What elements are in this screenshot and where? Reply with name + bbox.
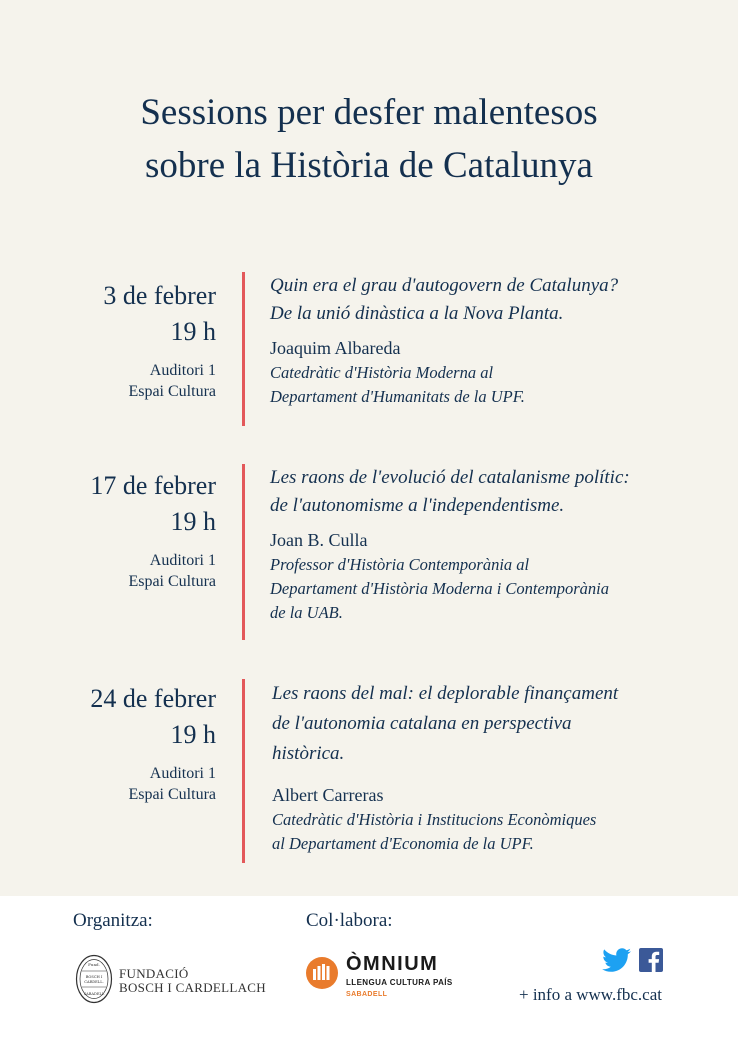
session-speaker: Joan B. Culla: [270, 530, 368, 550]
topic-line: Les raons del mal: el deplorable finançament: [272, 683, 619, 704]
session-topic: [272, 679, 692, 769]
topic-line: de l'autonomia catalana en perspectiva: [272, 713, 572, 734]
session-date: 24 de febrer: [90, 684, 216, 713]
role-line: al Departament d'Economia de la UPF.: [272, 834, 534, 853]
session-place: [0, 763, 216, 805]
facebook-icon[interactable]: [639, 948, 663, 976]
info-link[interactable]: + info a www.fbc.cat: [518, 985, 662, 1004]
session-speaker: Albert Carreras: [272, 785, 384, 805]
session-content: [272, 679, 692, 856]
speaker-role: [270, 553, 690, 625]
session-hour: 19 h: [170, 720, 216, 749]
place-line-1: Auditori 1: [149, 552, 216, 569]
omnium-logo-icon: [305, 956, 339, 994]
speaker-role: [272, 808, 692, 856]
role-line: Departament d'Humanitats de la UPF.: [270, 387, 525, 406]
topic-line: Les raons de l'evolució del catalanisme polític:: [270, 467, 630, 488]
fbc-name: [119, 967, 266, 995]
session-content: [270, 464, 690, 625]
omnium-city: SABADELL: [346, 991, 388, 998]
place-line-2: Espai Cultura: [128, 786, 216, 803]
fbc-seal-logo: [75, 954, 113, 1008]
title-line-2: sobre la Història de Catalunya: [145, 145, 593, 186]
session-topic: [270, 272, 690, 328]
twitter-icon[interactable]: [602, 948, 632, 976]
session-datetime: [0, 468, 216, 592]
role-line: Catedràtic d'Història Moderna al: [270, 363, 494, 382]
omnium-tagline: LLENGUA CULTURA PAÍS: [346, 978, 453, 987]
svg-text:BOSCH I: BOSCH I: [85, 975, 103, 979]
session-hour: 19 h: [170, 317, 216, 346]
place-line-1: Auditori 1: [149, 765, 216, 782]
place-line-2: Espai Cultura: [128, 573, 216, 590]
svg-text:CARDELL.: CARDELL.: [84, 980, 104, 984]
title-line-1: Sessions per desfer malentesos: [140, 92, 598, 133]
svg-text:Fund.: Fund.: [88, 962, 100, 967]
role-line: Catedràtic d'Història i Institucions Econòmiques: [272, 810, 597, 829]
session-date: 17 de febrer: [90, 471, 216, 500]
collabora-label: Col·labora:: [306, 910, 393, 931]
session-divider: [242, 272, 245, 426]
session-divider: [242, 464, 245, 640]
fbc-line-1: FUNDACIÓ: [119, 966, 189, 981]
place-line-1: Auditori 1: [149, 362, 216, 379]
page-title: [0, 86, 738, 192]
session-place: [0, 360, 216, 402]
session-datetime: [0, 681, 216, 805]
session-datetime: [0, 278, 216, 402]
organiza-label: Organitza:: [73, 910, 153, 931]
topic-line: de l'autonomisme a l'independentisme.: [270, 495, 565, 516]
session-place: [0, 550, 216, 592]
topic-line: De la unió dinàstica a la Nova Planta.: [270, 303, 564, 324]
session-topic: [270, 464, 690, 520]
footer: [0, 896, 738, 1042]
place-line-2: Espai Cultura: [128, 383, 216, 400]
session-hour: 19 h: [170, 507, 216, 536]
role-line: Departament d'Història Moderna i Contemporània: [270, 579, 610, 598]
omnium-name: ÒMNIUM: [346, 953, 439, 975]
topic-line: històrica.: [272, 743, 345, 764]
session-divider: [242, 679, 245, 863]
svg-text:SABADELL: SABADELL: [83, 992, 105, 996]
role-line: Professor d'Història Contemporània al: [270, 555, 530, 574]
session-content: [270, 272, 690, 409]
speaker-role: [270, 361, 690, 409]
session-speaker: Joaquim Albareda: [270, 338, 401, 358]
role-line: de la UAB.: [270, 603, 343, 622]
topic-line: Quin era el grau d'autogovern de Catalunya?: [270, 275, 619, 296]
fbc-line-2: BOSCH I CARDELLACH: [119, 980, 266, 995]
session-date: 3 de febrer: [103, 281, 216, 310]
